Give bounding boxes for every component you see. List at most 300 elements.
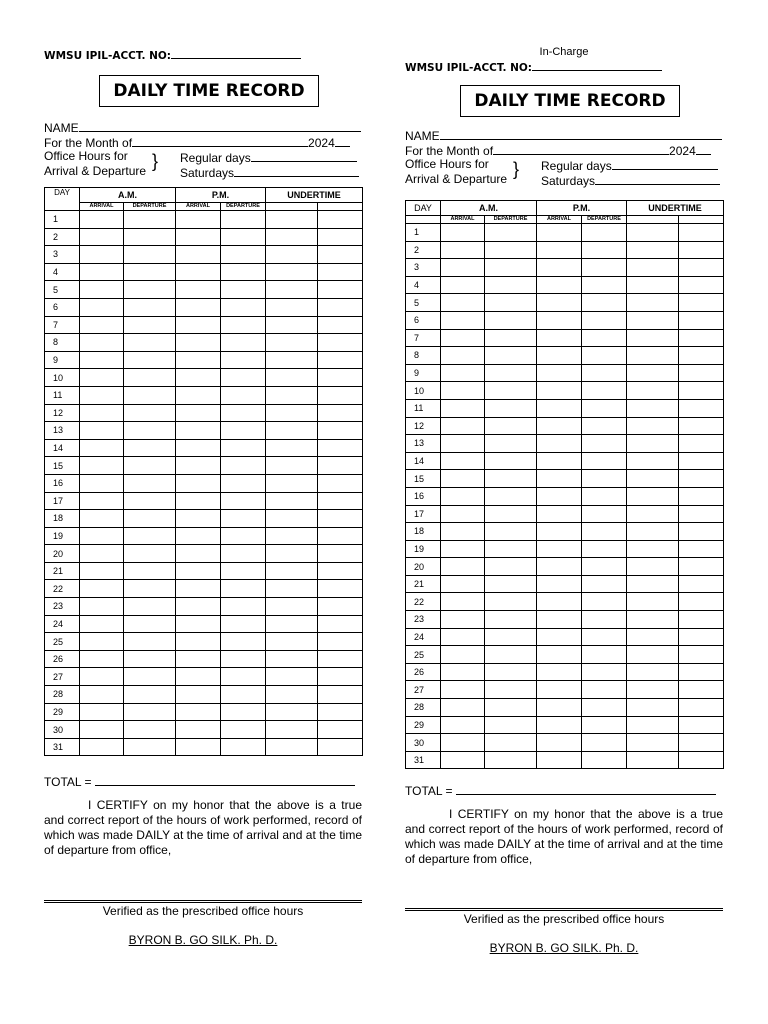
undertime-hours-cell[interactable]: [266, 738, 318, 756]
am-arrival-cell[interactable]: [80, 246, 124, 264]
pm-arrival-cell[interactable]: [537, 611, 582, 629]
undertime-hours-cell[interactable]: [266, 386, 318, 404]
am-departure-cell[interactable]: [485, 593, 537, 611]
am-arrival-cell[interactable]: [80, 686, 124, 704]
saturdays-field[interactable]: [595, 172, 720, 185]
pm-arrival-cell[interactable]: [176, 474, 221, 492]
am-departure-cell[interactable]: [124, 668, 176, 686]
am-arrival-cell[interactable]: [80, 228, 124, 246]
undertime-hours-cell[interactable]: [266, 422, 318, 440]
pm-departure-cell[interactable]: [221, 492, 266, 510]
undertime-hours-cell[interactable]: [627, 558, 679, 576]
pm-arrival-cell[interactable]: [537, 470, 582, 488]
am-departure-cell[interactable]: [485, 505, 537, 523]
am-arrival-cell[interactable]: [441, 646, 485, 664]
pm-departure-cell[interactable]: [221, 650, 266, 668]
pm-arrival-cell[interactable]: [176, 422, 221, 440]
pm-departure-cell[interactable]: [582, 558, 627, 576]
undertime-minutes-cell[interactable]: [679, 540, 724, 558]
pm-departure-cell[interactable]: [221, 598, 266, 616]
undertime-minutes-cell[interactable]: [318, 545, 363, 563]
pm-departure-cell[interactable]: [582, 294, 627, 312]
undertime-minutes-cell[interactable]: [679, 523, 724, 541]
undertime-hours-cell[interactable]: [266, 474, 318, 492]
am-arrival-cell[interactable]: [80, 668, 124, 686]
am-arrival-cell[interactable]: [80, 211, 124, 229]
undertime-minutes-cell[interactable]: [318, 738, 363, 756]
pm-departure-cell[interactable]: [582, 364, 627, 382]
am-arrival-cell[interactable]: [441, 699, 485, 717]
pm-departure-cell[interactable]: [582, 505, 627, 523]
undertime-minutes-cell[interactable]: [679, 699, 724, 717]
pm-arrival-cell[interactable]: [537, 241, 582, 259]
pm-departure-cell[interactable]: [221, 228, 266, 246]
undertime-hours-cell[interactable]: [266, 369, 318, 387]
pm-departure-cell[interactable]: [221, 474, 266, 492]
am-departure-cell[interactable]: [485, 224, 537, 242]
undertime-hours-cell[interactable]: [627, 611, 679, 629]
am-arrival-cell[interactable]: [441, 487, 485, 505]
pm-departure-cell[interactable]: [582, 593, 627, 611]
pm-departure-cell[interactable]: [582, 523, 627, 541]
undertime-minutes-cell[interactable]: [679, 294, 724, 312]
undertime-minutes-cell[interactable]: [318, 703, 363, 721]
undertime-hours-cell[interactable]: [627, 364, 679, 382]
pm-departure-cell[interactable]: [582, 734, 627, 752]
am-arrival-cell[interactable]: [80, 492, 124, 510]
am-departure-cell[interactable]: [124, 562, 176, 580]
pm-departure-cell[interactable]: [582, 751, 627, 769]
am-arrival-cell[interactable]: [80, 386, 124, 404]
am-arrival-cell[interactable]: [441, 364, 485, 382]
undertime-minutes-cell[interactable]: [318, 510, 363, 528]
am-departure-cell[interactable]: [124, 721, 176, 739]
pm-departure-cell[interactable]: [221, 246, 266, 264]
pm-arrival-cell[interactable]: [537, 364, 582, 382]
pm-departure-cell[interactable]: [582, 259, 627, 277]
undertime-hours-cell[interactable]: [266, 703, 318, 721]
undertime-minutes-cell[interactable]: [318, 474, 363, 492]
undertime-hours-cell[interactable]: [266, 615, 318, 633]
am-arrival-cell[interactable]: [80, 527, 124, 545]
am-arrival-cell[interactable]: [441, 435, 485, 453]
pm-arrival-cell[interactable]: [537, 628, 582, 646]
total-field[interactable]: [95, 773, 355, 786]
undertime-hours-cell[interactable]: [627, 593, 679, 611]
undertime-hours-cell[interactable]: [627, 628, 679, 646]
pm-arrival-cell[interactable]: [537, 259, 582, 277]
undertime-minutes-cell[interactable]: [679, 646, 724, 664]
name-field[interactable]: [79, 119, 361, 132]
pm-departure-cell[interactable]: [221, 298, 266, 316]
am-arrival-cell[interactable]: [441, 347, 485, 365]
am-arrival-cell[interactable]: [80, 721, 124, 739]
am-departure-cell[interactable]: [124, 386, 176, 404]
pm-arrival-cell[interactable]: [537, 540, 582, 558]
undertime-minutes-cell[interactable]: [679, 435, 724, 453]
undertime-hours-cell[interactable]: [627, 241, 679, 259]
pm-arrival-cell[interactable]: [176, 721, 221, 739]
pm-arrival-cell[interactable]: [176, 686, 221, 704]
am-departure-cell[interactable]: [124, 615, 176, 633]
undertime-minutes-cell[interactable]: [318, 298, 363, 316]
pm-departure-cell[interactable]: [221, 386, 266, 404]
undertime-minutes-cell[interactable]: [318, 386, 363, 404]
undertime-hours-cell[interactable]: [266, 316, 318, 334]
pm-departure-cell[interactable]: [221, 404, 266, 422]
am-departure-cell[interactable]: [485, 611, 537, 629]
am-departure-cell[interactable]: [124, 686, 176, 704]
undertime-minutes-cell[interactable]: [679, 593, 724, 611]
am-arrival-cell[interactable]: [441, 259, 485, 277]
undertime-hours-cell[interactable]: [627, 276, 679, 294]
am-arrival-cell[interactable]: [441, 294, 485, 312]
pm-arrival-cell[interactable]: [176, 211, 221, 229]
pm-departure-cell[interactable]: [582, 241, 627, 259]
undertime-hours-cell[interactable]: [627, 681, 679, 699]
am-departure-cell[interactable]: [485, 452, 537, 470]
am-departure-cell[interactable]: [485, 364, 537, 382]
am-departure-cell[interactable]: [124, 422, 176, 440]
undertime-hours-cell[interactable]: [266, 457, 318, 475]
am-departure-cell[interactable]: [485, 487, 537, 505]
pm-departure-cell[interactable]: [221, 316, 266, 334]
pm-departure-cell[interactable]: [221, 633, 266, 651]
undertime-minutes-cell[interactable]: [679, 329, 724, 347]
undertime-minutes-cell[interactable]: [318, 439, 363, 457]
undertime-hours-cell[interactable]: [627, 663, 679, 681]
am-departure-cell[interactable]: [124, 527, 176, 545]
am-departure-cell[interactable]: [124, 598, 176, 616]
pm-departure-cell[interactable]: [221, 457, 266, 475]
am-arrival-cell[interactable]: [441, 523, 485, 541]
undertime-minutes-cell[interactable]: [318, 281, 363, 299]
am-arrival-cell[interactable]: [80, 562, 124, 580]
undertime-minutes-cell[interactable]: [318, 492, 363, 510]
pm-departure-cell[interactable]: [582, 487, 627, 505]
am-arrival-cell[interactable]: [441, 558, 485, 576]
pm-departure-cell[interactable]: [221, 562, 266, 580]
undertime-minutes-cell[interactable]: [679, 751, 724, 769]
undertime-hours-cell[interactable]: [266, 334, 318, 352]
am-arrival-cell[interactable]: [441, 224, 485, 242]
pm-departure-cell[interactable]: [582, 540, 627, 558]
undertime-minutes-cell[interactable]: [679, 417, 724, 435]
regular-days-field[interactable]: [612, 157, 718, 170]
pm-arrival-cell[interactable]: [176, 562, 221, 580]
undertime-minutes-cell[interactable]: [318, 686, 363, 704]
am-arrival-cell[interactable]: [441, 417, 485, 435]
am-departure-cell[interactable]: [124, 228, 176, 246]
undertime-hours-cell[interactable]: [266, 492, 318, 510]
am-arrival-cell[interactable]: [441, 311, 485, 329]
undertime-hours-cell[interactable]: [627, 575, 679, 593]
am-arrival-cell[interactable]: [80, 298, 124, 316]
undertime-minutes-cell[interactable]: [318, 228, 363, 246]
pm-arrival-cell[interactable]: [537, 487, 582, 505]
pm-arrival-cell[interactable]: [176, 527, 221, 545]
am-arrival-cell[interactable]: [441, 575, 485, 593]
pm-arrival-cell[interactable]: [176, 598, 221, 616]
undertime-minutes-cell[interactable]: [318, 351, 363, 369]
undertime-hours-cell[interactable]: [266, 580, 318, 598]
pm-departure-cell[interactable]: [582, 347, 627, 365]
am-departure-cell[interactable]: [485, 699, 537, 717]
undertime-minutes-cell[interactable]: [679, 452, 724, 470]
pm-departure-cell[interactable]: [221, 738, 266, 756]
pm-departure-cell[interactable]: [221, 510, 266, 528]
pm-arrival-cell[interactable]: [537, 452, 582, 470]
undertime-minutes-cell[interactable]: [679, 347, 724, 365]
pm-arrival-cell[interactable]: [537, 399, 582, 417]
undertime-minutes-cell[interactable]: [318, 422, 363, 440]
pm-arrival-cell[interactable]: [537, 311, 582, 329]
am-departure-cell[interactable]: [485, 751, 537, 769]
am-arrival-cell[interactable]: [80, 351, 124, 369]
am-arrival-cell[interactable]: [441, 540, 485, 558]
undertime-minutes-cell[interactable]: [318, 615, 363, 633]
am-departure-cell[interactable]: [485, 276, 537, 294]
pm-arrival-cell[interactable]: [537, 347, 582, 365]
am-departure-cell[interactable]: [485, 399, 537, 417]
undertime-hours-cell[interactable]: [266, 686, 318, 704]
pm-departure-cell[interactable]: [582, 681, 627, 699]
pm-departure-cell[interactable]: [221, 369, 266, 387]
pm-arrival-cell[interactable]: [537, 663, 582, 681]
undertime-hours-cell[interactable]: [627, 311, 679, 329]
undertime-hours-cell[interactable]: [627, 470, 679, 488]
acct-number-field[interactable]: [532, 59, 662, 71]
pm-arrival-cell[interactable]: [537, 558, 582, 576]
undertime-minutes-cell[interactable]: [318, 334, 363, 352]
year-suffix-field[interactable]: [335, 134, 350, 147]
pm-arrival-cell[interactable]: [537, 699, 582, 717]
am-departure-cell[interactable]: [124, 650, 176, 668]
undertime-hours-cell[interactable]: [266, 545, 318, 563]
pm-departure-cell[interactable]: [582, 435, 627, 453]
undertime-minutes-cell[interactable]: [679, 259, 724, 277]
pm-arrival-cell[interactable]: [537, 294, 582, 312]
am-arrival-cell[interactable]: [441, 734, 485, 752]
undertime-minutes-cell[interactable]: [679, 364, 724, 382]
am-departure-cell[interactable]: [485, 435, 537, 453]
pm-arrival-cell[interactable]: [537, 734, 582, 752]
undertime-hours-cell[interactable]: [627, 734, 679, 752]
undertime-hours-cell[interactable]: [266, 439, 318, 457]
undertime-minutes-cell[interactable]: [318, 562, 363, 580]
am-departure-cell[interactable]: [485, 311, 537, 329]
am-arrival-cell[interactable]: [80, 545, 124, 563]
pm-departure-cell[interactable]: [582, 329, 627, 347]
am-departure-cell[interactable]: [485, 540, 537, 558]
undertime-hours-cell[interactable]: [266, 228, 318, 246]
am-arrival-cell[interactable]: [441, 470, 485, 488]
undertime-hours-cell[interactable]: [266, 404, 318, 422]
undertime-minutes-cell[interactable]: [318, 246, 363, 264]
undertime-minutes-cell[interactable]: [679, 611, 724, 629]
am-departure-cell[interactable]: [485, 329, 537, 347]
pm-departure-cell[interactable]: [582, 699, 627, 717]
undertime-minutes-cell[interactable]: [318, 598, 363, 616]
undertime-minutes-cell[interactable]: [679, 487, 724, 505]
pm-departure-cell[interactable]: [221, 721, 266, 739]
am-arrival-cell[interactable]: [80, 703, 124, 721]
undertime-hours-cell[interactable]: [266, 298, 318, 316]
pm-departure-cell[interactable]: [221, 580, 266, 598]
am-arrival-cell[interactable]: [80, 633, 124, 651]
pm-departure-cell[interactable]: [221, 703, 266, 721]
undertime-hours-cell[interactable]: [627, 435, 679, 453]
undertime-minutes-cell[interactable]: [318, 633, 363, 651]
am-departure-cell[interactable]: [485, 716, 537, 734]
month-field[interactable]: [132, 134, 308, 147]
am-departure-cell[interactable]: [124, 404, 176, 422]
undertime-minutes-cell[interactable]: [679, 311, 724, 329]
am-departure-cell[interactable]: [485, 628, 537, 646]
undertime-hours-cell[interactable]: [627, 699, 679, 717]
pm-departure-cell[interactable]: [221, 527, 266, 545]
pm-arrival-cell[interactable]: [537, 435, 582, 453]
pm-arrival-cell[interactable]: [537, 646, 582, 664]
am-departure-cell[interactable]: [124, 298, 176, 316]
undertime-minutes-cell[interactable]: [318, 316, 363, 334]
pm-departure-cell[interactable]: [221, 439, 266, 457]
pm-departure-cell[interactable]: [582, 382, 627, 400]
pm-arrival-cell[interactable]: [537, 224, 582, 242]
pm-arrival-cell[interactable]: [537, 505, 582, 523]
pm-arrival-cell[interactable]: [176, 351, 221, 369]
pm-arrival-cell[interactable]: [176, 316, 221, 334]
am-arrival-cell[interactable]: [80, 650, 124, 668]
am-departure-cell[interactable]: [485, 681, 537, 699]
pm-departure-cell[interactable]: [221, 615, 266, 633]
am-arrival-cell[interactable]: [80, 439, 124, 457]
undertime-hours-cell[interactable]: [266, 263, 318, 281]
undertime-minutes-cell[interactable]: [679, 558, 724, 576]
am-departure-cell[interactable]: [485, 523, 537, 541]
undertime-hours-cell[interactable]: [266, 633, 318, 651]
pm-departure-cell[interactable]: [582, 470, 627, 488]
am-departure-cell[interactable]: [124, 633, 176, 651]
am-departure-cell[interactable]: [124, 474, 176, 492]
am-departure-cell[interactable]: [124, 545, 176, 563]
pm-departure-cell[interactable]: [582, 611, 627, 629]
undertime-minutes-cell[interactable]: [679, 716, 724, 734]
undertime-minutes-cell[interactable]: [679, 224, 724, 242]
pm-arrival-cell[interactable]: [176, 246, 221, 264]
pm-arrival-cell[interactable]: [537, 523, 582, 541]
undertime-hours-cell[interactable]: [627, 487, 679, 505]
pm-arrival-cell[interactable]: [537, 382, 582, 400]
undertime-minutes-cell[interactable]: [679, 470, 724, 488]
am-arrival-cell[interactable]: [441, 399, 485, 417]
undertime-hours-cell[interactable]: [266, 510, 318, 528]
undertime-minutes-cell[interactable]: [679, 505, 724, 523]
pm-departure-cell[interactable]: [582, 628, 627, 646]
am-arrival-cell[interactable]: [80, 369, 124, 387]
am-departure-cell[interactable]: [124, 369, 176, 387]
pm-arrival-cell[interactable]: [176, 650, 221, 668]
pm-arrival-cell[interactable]: [176, 492, 221, 510]
pm-arrival-cell[interactable]: [176, 668, 221, 686]
am-departure-cell[interactable]: [485, 417, 537, 435]
undertime-hours-cell[interactable]: [627, 716, 679, 734]
undertime-minutes-cell[interactable]: [679, 399, 724, 417]
undertime-hours-cell[interactable]: [627, 347, 679, 365]
undertime-minutes-cell[interactable]: [318, 668, 363, 686]
pm-arrival-cell[interactable]: [176, 738, 221, 756]
pm-departure-cell[interactable]: [221, 334, 266, 352]
year-suffix-field[interactable]: [696, 142, 711, 155]
am-arrival-cell[interactable]: [441, 593, 485, 611]
undertime-hours-cell[interactable]: [627, 646, 679, 664]
saturdays-field[interactable]: [234, 164, 359, 177]
undertime-minutes-cell[interactable]: [679, 663, 724, 681]
am-departure-cell[interactable]: [485, 382, 537, 400]
undertime-minutes-cell[interactable]: [679, 575, 724, 593]
pm-arrival-cell[interactable]: [176, 439, 221, 457]
am-arrival-cell[interactable]: [80, 334, 124, 352]
undertime-hours-cell[interactable]: [266, 281, 318, 299]
pm-departure-cell[interactable]: [221, 281, 266, 299]
am-arrival-cell[interactable]: [80, 615, 124, 633]
am-departure-cell[interactable]: [485, 294, 537, 312]
undertime-minutes-cell[interactable]: [318, 263, 363, 281]
am-arrival-cell[interactable]: [441, 329, 485, 347]
pm-arrival-cell[interactable]: [176, 228, 221, 246]
pm-arrival-cell[interactable]: [176, 263, 221, 281]
undertime-hours-cell[interactable]: [627, 452, 679, 470]
am-departure-cell[interactable]: [124, 510, 176, 528]
am-departure-cell[interactable]: [124, 439, 176, 457]
am-arrival-cell[interactable]: [441, 241, 485, 259]
am-departure-cell[interactable]: [485, 347, 537, 365]
am-departure-cell[interactable]: [485, 470, 537, 488]
pm-arrival-cell[interactable]: [537, 593, 582, 611]
pm-departure-cell[interactable]: [582, 224, 627, 242]
pm-arrival-cell[interactable]: [176, 580, 221, 598]
undertime-hours-cell[interactable]: [627, 505, 679, 523]
undertime-hours-cell[interactable]: [627, 259, 679, 277]
undertime-hours-cell[interactable]: [627, 329, 679, 347]
am-arrival-cell[interactable]: [80, 510, 124, 528]
pm-arrival-cell[interactable]: [537, 716, 582, 734]
am-arrival-cell[interactable]: [441, 681, 485, 699]
am-departure-cell[interactable]: [485, 558, 537, 576]
am-arrival-cell[interactable]: [80, 281, 124, 299]
pm-departure-cell[interactable]: [582, 276, 627, 294]
pm-departure-cell[interactable]: [582, 716, 627, 734]
undertime-hours-cell[interactable]: [266, 527, 318, 545]
am-departure-cell[interactable]: [485, 241, 537, 259]
undertime-minutes-cell[interactable]: [679, 276, 724, 294]
am-departure-cell[interactable]: [124, 246, 176, 264]
pm-departure-cell[interactable]: [582, 417, 627, 435]
pm-arrival-cell[interactable]: [176, 404, 221, 422]
am-departure-cell[interactable]: [124, 738, 176, 756]
am-departure-cell[interactable]: [124, 281, 176, 299]
am-arrival-cell[interactable]: [80, 598, 124, 616]
pm-arrival-cell[interactable]: [537, 681, 582, 699]
am-departure-cell[interactable]: [124, 351, 176, 369]
undertime-minutes-cell[interactable]: [318, 580, 363, 598]
am-departure-cell[interactable]: [124, 492, 176, 510]
acct-number-field[interactable]: [171, 47, 301, 59]
am-departure-cell[interactable]: [485, 663, 537, 681]
am-arrival-cell[interactable]: [80, 404, 124, 422]
pm-arrival-cell[interactable]: [176, 334, 221, 352]
am-departure-cell[interactable]: [485, 259, 537, 277]
